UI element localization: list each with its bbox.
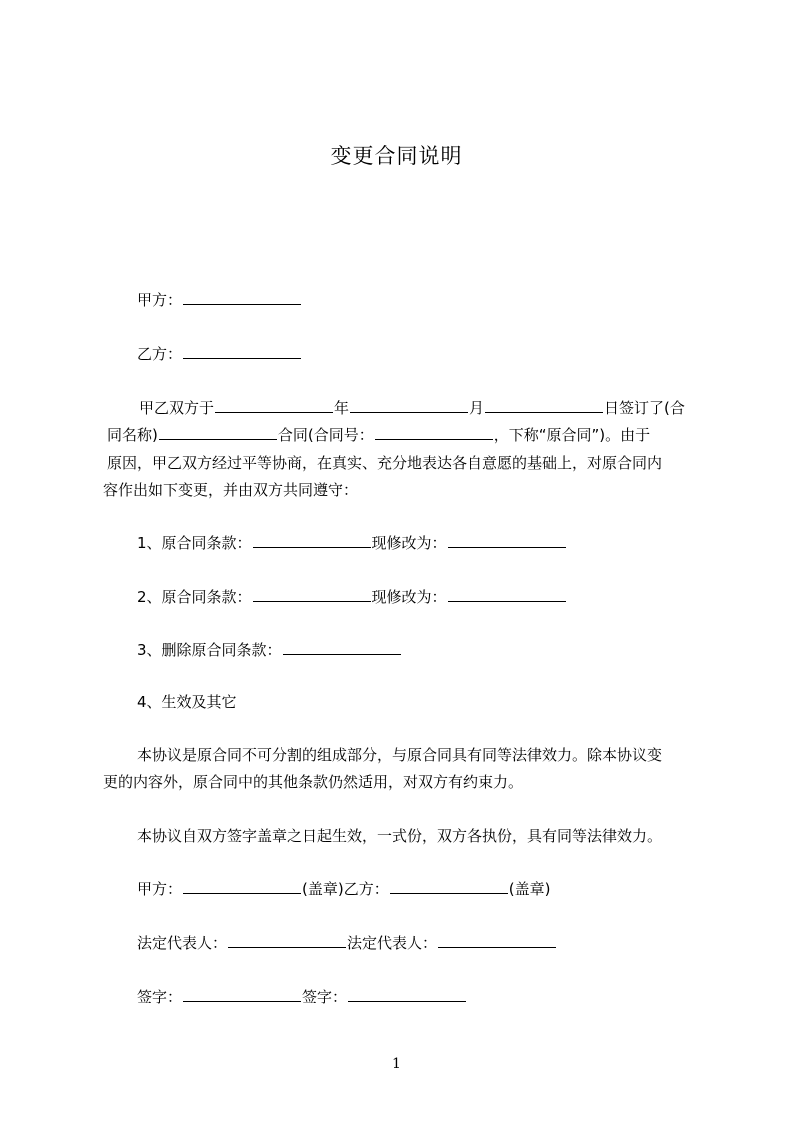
effective-statement: 本协议自双方签字盖章之日起生效，一式份，双方各执份，具有同等法律效力。	[137, 827, 663, 845]
page-number: 1	[392, 1056, 401, 1072]
sig-party-a-blank	[183, 875, 301, 894]
intro-line-3: 原因，甲乙双方经过平等协商，在真实、充分地表达各自意愿的基础上，对原合同内	[107, 454, 663, 472]
intro-line-4: 容作出如下变更，并由双方共同遵守：	[103, 481, 359, 499]
intro-day-signed: 日签订了(合	[604, 399, 685, 417]
intro-month: 月	[469, 399, 485, 417]
intro-month-blank	[350, 394, 468, 413]
intro-date-blank	[215, 394, 333, 413]
party-b-label: 乙方：	[137, 345, 183, 363]
sig-party-b-blank	[390, 875, 508, 894]
legal-rep-line	[137, 929, 557, 957]
delete-clause-blank	[283, 636, 401, 655]
document-title: 变更合同说明	[330, 144, 463, 168]
legal-rep-b-label: 法定代表人：	[347, 934, 438, 952]
party-a-blank	[183, 286, 301, 305]
effect-para-line-1: 本协议是原合同不可分割的组成部分，与原合同具有同等法律效力。除本协议变	[137, 746, 663, 764]
intro-line2b: 合同(合同号：	[277, 426, 374, 444]
party-a-label: 甲方：	[137, 291, 183, 309]
contract-number-blank	[375, 421, 493, 440]
party-b-blank	[183, 340, 301, 359]
clause-2-line	[137, 583, 567, 611]
sig-party-a-label: 甲方：	[137, 880, 183, 898]
seal-line	[137, 875, 550, 903]
sig-seal-a-label: (盖章)乙方：	[302, 880, 389, 898]
effect-heading: 4、生效及其它	[137, 693, 237, 711]
intro-day-blank	[485, 394, 603, 413]
legal-rep-b-blank	[438, 929, 556, 948]
intro-part1: 甲乙双方于	[139, 399, 215, 417]
intro-line2c: ，下称“原合同”)。由于	[493, 426, 651, 444]
clause-1-change-label: 现修改为：	[371, 534, 447, 552]
intro-line-1	[139, 394, 685, 422]
clause-2-new-blank	[448, 583, 566, 602]
contract-name-blank	[159, 421, 277, 440]
clause-1-original-blank	[253, 529, 371, 548]
intro-line2a: 同名称)	[107, 426, 158, 444]
clause-3-line	[137, 636, 402, 664]
sign-a-blank	[183, 983, 301, 1002]
sign-line	[137, 983, 467, 1011]
intro-year: 年	[334, 399, 350, 417]
clause-1-new-blank	[448, 529, 566, 548]
clause-1-line	[137, 529, 567, 557]
sign-a-label: 签字：	[137, 988, 183, 1006]
clause-2-change-label: 现修改为：	[371, 588, 447, 606]
clause-1-label: 1、原合同条款：	[137, 534, 252, 552]
legal-rep-a-blank	[228, 929, 346, 948]
intro-line-2	[107, 421, 650, 449]
sign-b-label: 签字：	[302, 988, 348, 1006]
delete-clause-label: 3、删除原合同条款：	[137, 641, 282, 659]
party-a-line	[137, 286, 302, 314]
party-b-line	[137, 340, 302, 368]
effect-para-line-2: 更的内容外，原合同中的其他条款仍然适用，对双方有约束力。	[103, 773, 524, 791]
sign-b-blank	[348, 983, 466, 1002]
clause-2-label: 2、原合同条款：	[137, 588, 252, 606]
clause-2-original-blank	[253, 583, 371, 602]
sig-seal-b-label: (盖章)	[508, 880, 551, 898]
legal-rep-a-label: 法定代表人：	[137, 934, 228, 952]
